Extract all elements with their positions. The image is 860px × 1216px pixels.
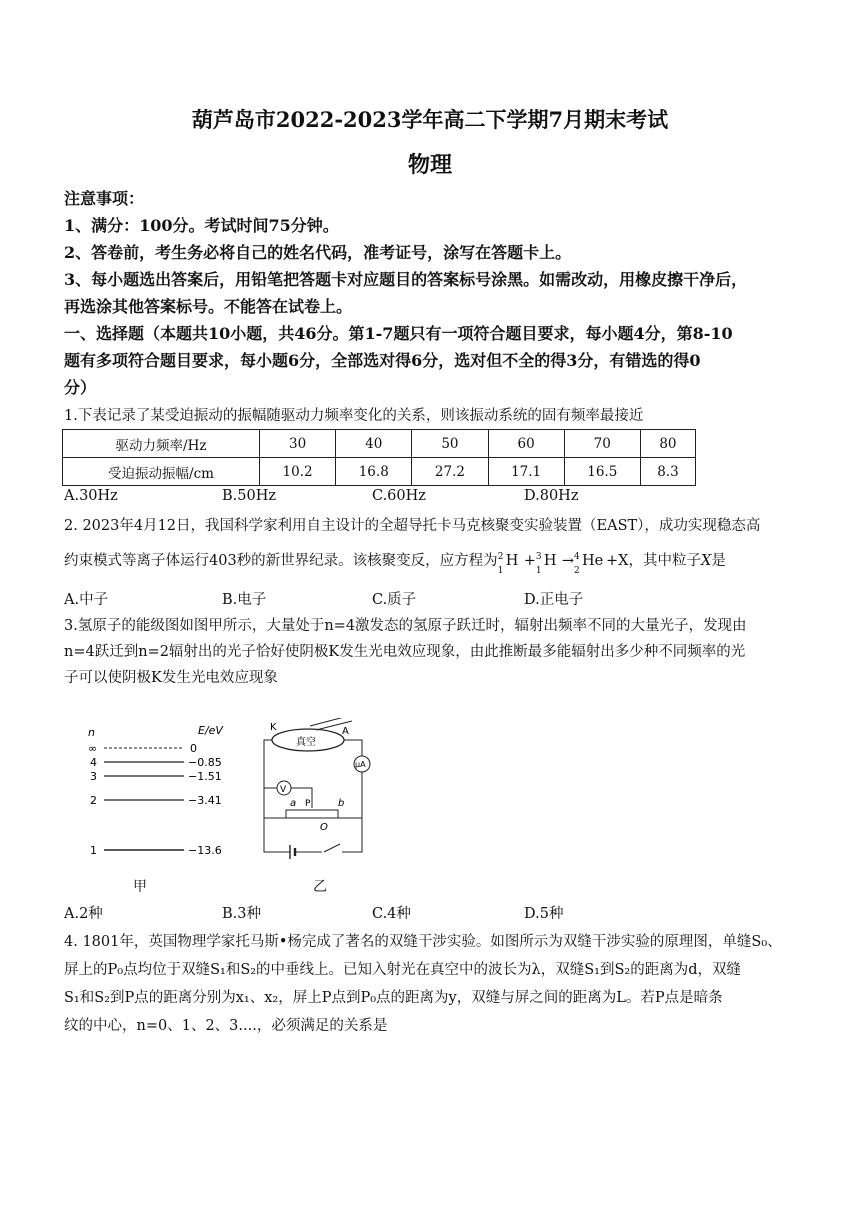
exam-title: 葫芦岛市2022-2023学年高二下学期7月期末考试: [191, 107, 669, 132]
light-ray: [310, 718, 348, 726]
q2-line-2-tail: 是: [711, 553, 726, 569]
q1-option-b: B.50Hz: [222, 488, 276, 504]
level-e: −13.6: [188, 844, 222, 857]
mass-number: 3: [535, 552, 542, 562]
wire: [338, 772, 362, 818]
atomic-number: 1: [535, 566, 542, 576]
q2-option-d: D.正电子: [524, 592, 584, 608]
element-symbol: H: [505, 553, 519, 569]
figure-label-yi: 乙: [313, 879, 327, 895]
q1-option-c: C.60Hz: [372, 488, 426, 504]
nuclide-he4: [574, 549, 606, 576]
q3-line-3: 子可以使阴极K发生光电效应现象: [64, 670, 278, 686]
q2-option-c: C.质子: [372, 592, 417, 608]
photoelectric-circuit-diagram: [250, 718, 390, 868]
element-symbol: H: [543, 553, 557, 569]
q3-option-b: B.3种: [222, 906, 261, 922]
q1-option-a: A.30Hz: [64, 488, 118, 504]
ammeter-label: μA: [355, 760, 366, 769]
q3-line-2: n=4跃迁到n=2辐射出的光子恰好使阴极K发生光电效应现象，由此推断最多能辐射出多少种不同频率的光: [64, 644, 746, 660]
note-item-1: 1、满分：100分。考试时间75分钟。: [64, 216, 339, 235]
level-e: −1.51: [188, 770, 222, 783]
level-n: 2: [90, 794, 97, 807]
q1-options: [64, 488, 804, 510]
q4-line-3: S₁和S₂到P点的距离分别为x₁、x₂，屏上P点到P₀点的距离为y，双缝与屏之间的距离为L。若P点是暗条: [64, 990, 723, 1006]
table-cell: 8.3: [640, 458, 695, 486]
table-row: [63, 458, 696, 486]
level-n: ∞: [88, 742, 98, 755]
note-item-3: 3、每小题选出答案后，用铅笔把答题卡对应题目的答案标号涂黑。如需改动，用橡皮擦干净后，: [64, 270, 748, 289]
exam-subject: 物理: [407, 152, 452, 178]
plus-sign: +: [606, 553, 619, 569]
level-n: 4: [90, 756, 97, 769]
q3-line-1: 3.氢原子的能级图如图甲所示，大量处于n=4激发态的氢原子跃迁时，辐射出频率不同的大量光子，发现由: [64, 618, 747, 634]
q3-option-c: C.4种: [372, 906, 411, 922]
energy-level-diagram: [60, 720, 240, 870]
table-cell: 10.2: [260, 458, 336, 486]
table-cell: 60: [488, 430, 564, 458]
wire: [264, 838, 290, 852]
q3-option-d: D.5种: [524, 906, 564, 922]
table-cell: 受迫振动振幅/cm: [63, 458, 260, 486]
level-e: 0: [190, 742, 197, 755]
nuclide-h2: [497, 549, 524, 576]
table-cell: 70: [564, 430, 640, 458]
q2-line-2-text: 约束模式等离子体运行403秒的新世界纪录。该核聚变反，应方程为: [64, 553, 498, 569]
element-symbol: He: [582, 553, 604, 569]
nuclide-h3: [535, 549, 562, 576]
mass-number: 4: [574, 552, 580, 562]
mass-number: 2: [497, 552, 504, 562]
note-item-2: 2、答卷前，考生务必将自己的姓名代码，准考证号，涂写在答题卡上。: [64, 243, 572, 262]
q2-line-2-text-post: ，其中粒子: [628, 553, 701, 569]
midpoint-o-label: O: [320, 822, 328, 833]
rheostat-b-label: b: [338, 798, 345, 809]
table-cell: 16.5: [564, 458, 640, 486]
level-e: −3.41: [188, 794, 222, 807]
q2-options: [64, 588, 804, 610]
q1-stem: 1.下表记录了某受迫振动的振幅随驱动力频率变化的关系，则该振动系统的固有频率最接近: [64, 408, 644, 424]
atomic-number: 2: [574, 566, 580, 576]
cathode-label: K: [270, 722, 277, 733]
table-cell: 40: [336, 430, 412, 458]
particle-x: X: [618, 553, 629, 569]
atomic-number: 1: [497, 566, 504, 576]
q1-table: [62, 429, 696, 486]
figure-label-jia: 甲: [133, 879, 147, 895]
q2-option-b: B.电子: [222, 592, 267, 608]
q4-line-2: 屏上的P₀点均位于双缝S₁和S₂的中垂线上。已知入射光在真空中的波长为λ，双缝S₁到S₂的距离为d，双缝: [64, 962, 742, 978]
wire: [264, 740, 272, 838]
q3-option-a: A.2种: [64, 906, 103, 922]
notes-heading: 注意事项：: [64, 189, 145, 208]
q4-line-4: 纹的中心，n=0、1、2、3....，必须满足的关系是: [64, 1018, 388, 1034]
q2-line-1: 2. 2023年4月12日，我国科学家利用自主设计的全超导托卡马克核聚变实验装置（EAST），成功实现稳态高: [64, 518, 761, 534]
slider-p-label: P: [305, 799, 311, 809]
wire: [344, 740, 362, 756]
q2-line-2: [64, 549, 804, 576]
level-n: 3: [90, 770, 97, 783]
table-cell: 驱动力频率/Hz: [63, 430, 260, 458]
section-heading-line-1: 一、选择题（本题共10小题，共46分。第1-7题只有一项符合题目要求，每小题4分，第8-10: [64, 324, 733, 343]
axis-n-label: n: [88, 726, 95, 739]
level-n: 1: [90, 844, 97, 857]
arrow-sign: →: [561, 553, 574, 569]
switch-icon: [324, 844, 340, 852]
table-cell: 80: [640, 430, 695, 458]
table-cell: 50: [412, 430, 488, 458]
section-heading-line-2: 题有多项符合题目要求，每小题6分，全部选对得6分，选对但不全的得3分，有错选的得0: [64, 351, 701, 370]
table-cell: 17.1: [488, 458, 564, 486]
table-row: [63, 430, 696, 458]
rheostat-a-label: a: [290, 798, 297, 809]
q4-line-1: 4. 1801年，英国物理学家托马斯•杨完成了著名的双缝干涉实验。如图所示为双缝干涉实验的原理图，单缝S₀、: [64, 934, 782, 950]
level-e: −0.85: [188, 756, 222, 769]
section-heading-line-3: 分）: [64, 378, 97, 397]
tube-label: 真空: [296, 737, 316, 748]
q1-option-d: D.80Hz: [524, 488, 579, 504]
plus-sign: +: [523, 553, 536, 569]
table-cell: 16.8: [336, 458, 412, 486]
table-cell: 27.2: [412, 458, 488, 486]
q2-option-a: A.中子: [64, 592, 109, 608]
anode-label: A: [342, 726, 349, 737]
table-cell: 30: [260, 430, 336, 458]
q3-options: [64, 902, 804, 924]
wire: [342, 818, 362, 852]
particle-symbol: X: [700, 553, 712, 569]
note-item-4: 再选涂其他答案标号。不能答在试卷上。: [64, 297, 353, 316]
rheostat: [286, 810, 338, 818]
axis-e-label: E/eV: [198, 724, 223, 737]
voltmeter-label: V: [280, 785, 287, 795]
